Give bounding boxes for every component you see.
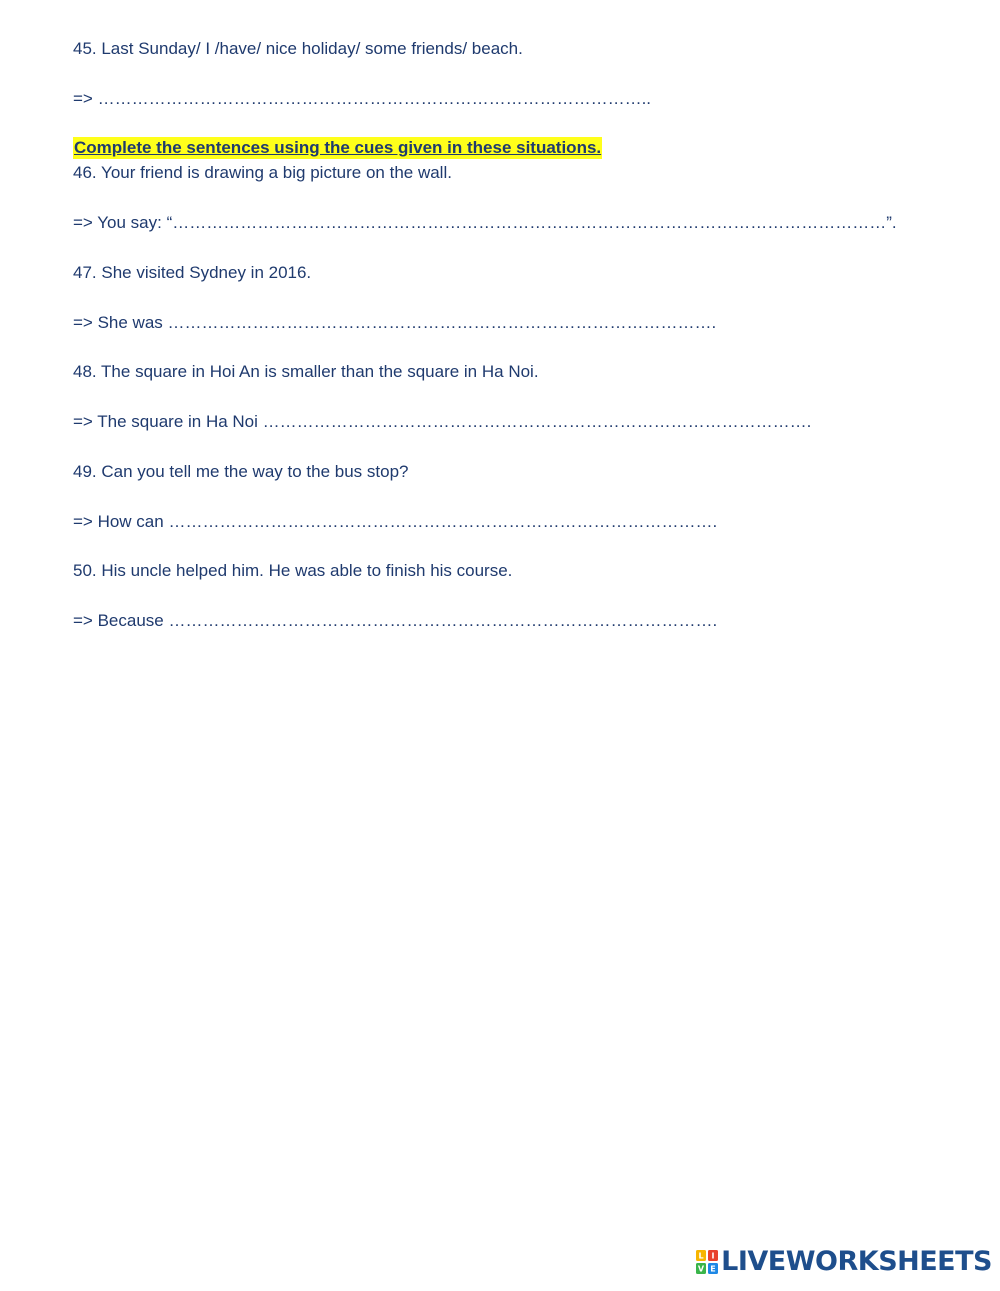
question-45: 45. Last Sunday/ I /have/ nice holiday/ some friends/ beach. — [73, 39, 523, 58]
logo-text: LIVEWORKSHEETS — [721, 1246, 992, 1277]
answer-line-45[interactable]: => …………………………………………………………………………………….. — [73, 89, 652, 108]
answer-line-48[interactable]: => The square in Ha Noi ……………………………………………………………………………………. — [73, 412, 812, 431]
answer-line-47[interactable]: => She was ……………………………………………………………………………………. — [73, 313, 717, 332]
question-49: 49. Can you tell me the way to the bus stop? — [73, 462, 409, 481]
svg-text:E: E — [710, 1264, 716, 1274]
liveworksheets-logo — [696, 1247, 992, 1277]
answer-line-49[interactable]: => How can ……………………………………………………………………………………. — [73, 512, 718, 531]
svg-text:L: L — [698, 1251, 704, 1261]
answer-line-46[interactable]: => You say: “………………………………………………………………………………………………………………”. — [73, 213, 897, 232]
question-46: 46. Your friend is drawing a big picture on the wall. — [73, 163, 452, 182]
answer-line-50[interactable]: => Because ……………………………………………………………………………………. — [73, 611, 718, 630]
svg-text:I: I — [711, 1251, 715, 1261]
liveworksheets-logo-icon — [696, 1250, 718, 1274]
question-48: 48. The square in Hoi An is smaller than the square in Ha Noi. — [73, 362, 539, 381]
question-47: 47. She visited Sydney in 2016. — [73, 263, 312, 282]
question-50: 50. His uncle helped him. He was able to finish his course. — [73, 561, 513, 580]
svg-text:V: V — [698, 1264, 705, 1274]
section-heading: Complete the sentences using the cues given in these situations. — [74, 138, 602, 157]
